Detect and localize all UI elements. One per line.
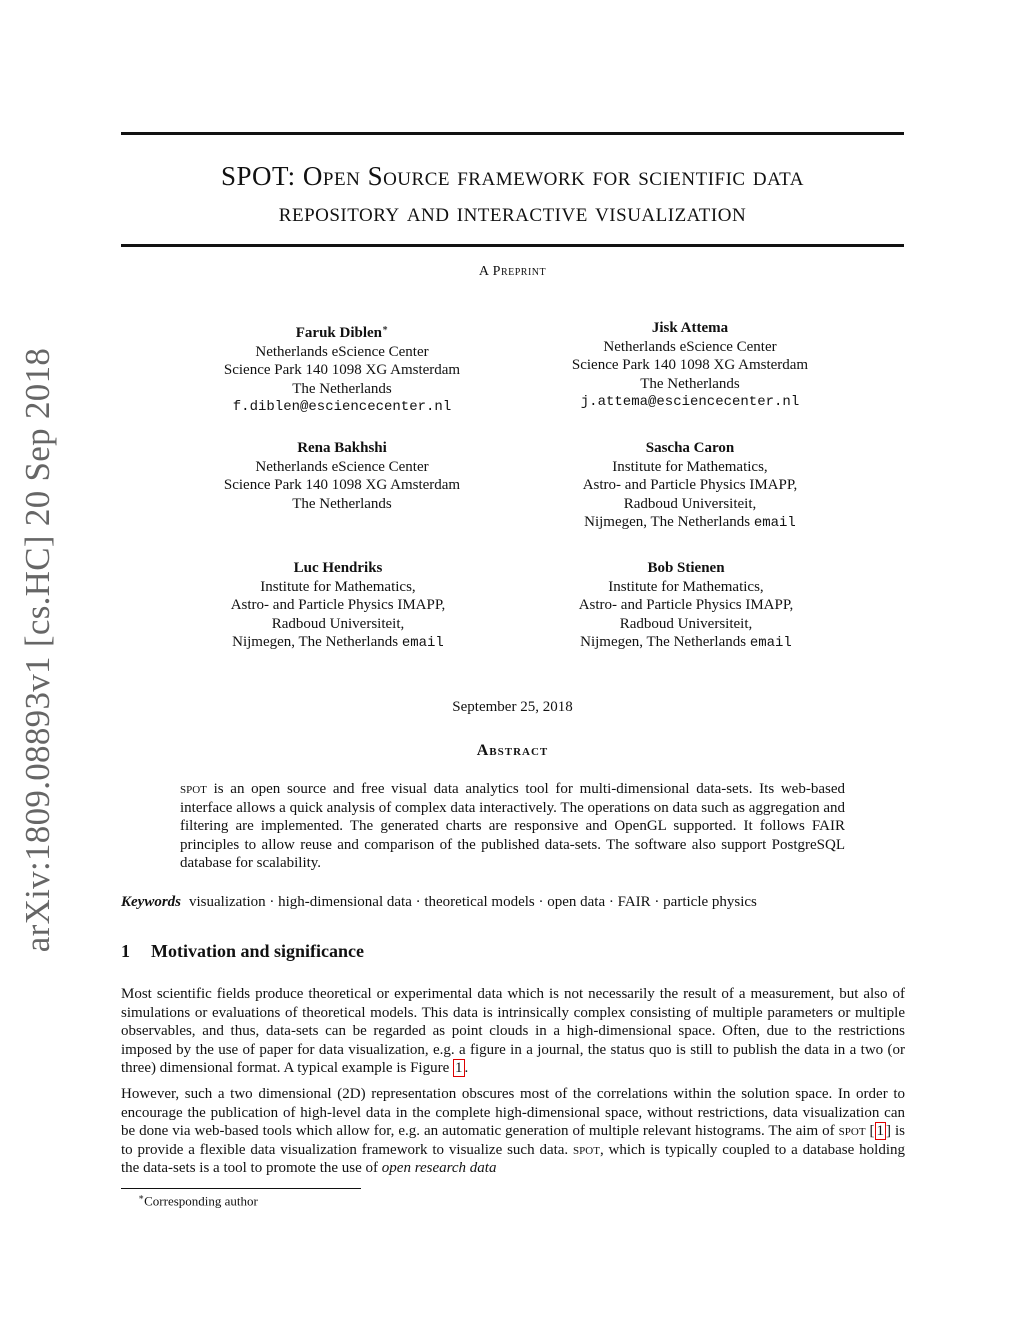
- paragraph-1: Most scientific fields produce theoretical or experimental data which is not necessarily the result of a measurement, but also of simulations or evaluations of theoretical models. This data is intrinsically complex consisting of multiple parameters or multiple observables, and thus, data-sets can be regarded as point clouds in a high-dimensional space. Often, due to the restrictions imposed by the use of paper for data visualization, e.g. a figure in a journal, the status quo is still to publish the data in a two (or three) dimensional format. A typical example is Figure 1 .: [121, 986, 905, 1076]
- author-name: Luc Hendriks: [293, 560, 383, 576]
- author-block-attema: [530, 319, 850, 412]
- author-email-link[interactable]: f.diblen@esciencecenter.nl: [232, 399, 452, 415]
- keywords-list: visualization · high-dimensional data · theoretical models · open data · FAIR · particle physics: [189, 894, 757, 910]
- author-email-link[interactable]: j.attema@esciencecenter.nl: [580, 394, 800, 410]
- footnote-text: Corresponding author: [144, 1193, 258, 1209]
- author-address: Science Park 140 1098 XG Amsterdam: [223, 362, 461, 378]
- author-country: The Netherlands: [292, 380, 392, 397]
- preprint-label: A Preprint: [478, 264, 547, 279]
- author-address: Science Park 140 1098 XG Amsterdam: [223, 477, 461, 493]
- author-email-link[interactable]: email: [749, 635, 792, 651]
- author-location: Nijmegen, The Netherlands email: [580, 634, 792, 651]
- author-name: Jisk Attema: [651, 320, 729, 336]
- author-university: Radboud Universiteit,: [623, 495, 757, 512]
- author-name: Bob Stienen: [647, 560, 725, 576]
- author-email-link[interactable]: email: [401, 635, 444, 651]
- author-affiliation: Institute for Mathematics,: [608, 578, 764, 595]
- abstract-body: [180, 780, 845, 873]
- author-name: Rena Bakhshi: [297, 440, 387, 456]
- author-country: The Netherlands: [640, 375, 740, 392]
- author-block-stienen: [526, 559, 846, 653]
- author-block-diblen: [182, 319, 502, 417]
- author-block-hendriks: [178, 559, 498, 653]
- figure-ref-link[interactable]: 1: [455, 1060, 463, 1076]
- footnote-rule: [121, 1188, 361, 1189]
- author-address: Science Park 140 1098 XG Amsterdam: [571, 357, 809, 373]
- section-number: 1: [121, 941, 130, 961]
- title-top-rule: [121, 132, 904, 135]
- author-block-bakhshi: [182, 439, 502, 513]
- author-block-caron: [530, 439, 850, 533]
- author-email-link[interactable]: email: [753, 515, 796, 531]
- citation-link[interactable]: 1: [876, 1123, 885, 1139]
- author-institute: Astro- and Particle Physics IMAPP,: [582, 477, 798, 493]
- footnote-mark: ∗: [138, 1192, 145, 1202]
- title-line-1: SPOT: Open Source framework for scientific data: [221, 161, 804, 191]
- section-title: Motivation and significance: [151, 941, 365, 961]
- paper-title: [121, 158, 904, 230]
- section-heading: [121, 941, 364, 962]
- author-affiliation: Netherlands eScience Center: [255, 343, 429, 360]
- author-university: Radboud Universiteit,: [271, 615, 405, 632]
- paragraph-2: However, such a two dimensional (2D) representation obscures most of the correlations within the solution space. In order to encourage the publication of high-level data in the complete high-dimensional space, without restrictions, data visualization can be done via web-based tools which allow for, e.g. an automatic generation of multiple relevant histograms. The aim of spot [ 1 ] is to provide a flexible data visualization framework to visualize such data. spot, which is typically coupled to a database holding the data-sets is a tool to promote the use of open research data: [121, 1086, 905, 1176]
- author-affiliation: Institute for Mathematics,: [612, 458, 768, 475]
- keywords-label: Keywords: [121, 894, 181, 910]
- author-affiliation: Netherlands eScience Center: [603, 338, 777, 355]
- author-name: Sascha Caron: [645, 440, 735, 456]
- author-institute: Astro- and Particle Physics IMAPP,: [578, 597, 794, 613]
- author-name: Faruk Diblen∗: [295, 323, 389, 341]
- spot-name: spot: [838, 1123, 866, 1139]
- abstract-text: is an open source and free visual data analytics tool for multi-dimensional data-sets. Its web-based interface allows a quick analysis of complex data interactively. The operations on data such as aggregation and filtering are implemented. The generated charts are responsive and OpenGL supported. It follows FAIR principles to allow reuse and comparison of the published data-sets. The software also support PostgreSQL database for scalability.: [180, 781, 845, 871]
- spot-name: spot: [180, 781, 207, 797]
- title-bottom-rule: [121, 244, 904, 247]
- arxiv-id-text: arXiv:1809.08893v1 [cs.HC] 20 Sep 2018: [18, 347, 57, 953]
- author-affiliation: Netherlands eScience Center: [255, 458, 429, 475]
- author-affiliation: Institute for Mathematics,: [260, 578, 416, 595]
- spot-name: spot: [573, 1141, 600, 1158]
- author-location: Nijmegen, The Netherlands email: [232, 634, 444, 651]
- author-university: Radboud Universiteit,: [619, 615, 753, 632]
- publication-date: September 25, 2018: [452, 699, 573, 715]
- arxiv-identifier: [8, 347, 68, 953]
- emphasis-text: open research data: [381, 1160, 497, 1176]
- author-institute: Astro- and Particle Physics IMAPP,: [230, 597, 446, 613]
- title-line-2: repository and interactive visualization: [278, 197, 747, 227]
- author-country: The Netherlands: [292, 495, 392, 512]
- keywords-line: [121, 894, 904, 911]
- author-location: Nijmegen, The Netherlands email: [584, 514, 796, 531]
- abstract-heading: Abstract: [476, 742, 549, 759]
- footnote: [138, 1192, 258, 1209]
